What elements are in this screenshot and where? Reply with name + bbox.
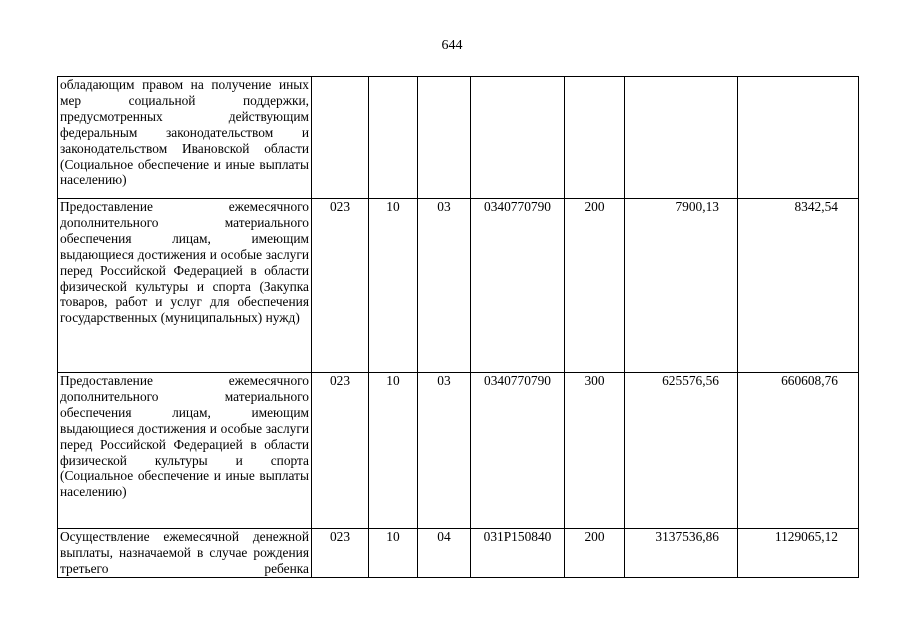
- sum-year2: 1129065,12: [738, 529, 859, 578]
- ministry-code: 023: [312, 199, 369, 373]
- ministry-code: 023: [312, 373, 369, 529]
- sum-year2: 8342,54: [738, 199, 859, 373]
- subsection-code: 04: [418, 529, 471, 578]
- budget-table: [57, 76, 859, 578]
- table-row: [58, 77, 859, 199]
- expense-type-code: 200: [565, 529, 625, 578]
- subsection-code: [418, 77, 471, 199]
- subsection-code: 03: [418, 199, 471, 373]
- sum-year2: [738, 77, 859, 199]
- sum-year1: 3137536,86: [625, 529, 738, 578]
- expense-type-code: 300: [565, 373, 625, 529]
- table-row: [58, 529, 859, 578]
- row-description: обладающим правом на получение иных мер социальной поддержки, предусмотренных действующим федеральным законодательством и законодательством Ивановской области (Социальное обеспечение и иные выплаты населению): [58, 77, 312, 199]
- ministry-code: [312, 77, 369, 199]
- page-number: 644: [441, 38, 463, 53]
- subsection-code: 03: [418, 373, 471, 529]
- expense-type-code: 200: [565, 199, 625, 373]
- row-description: Предоставление ежемесячного дополнительного материального обеспечения лицам, имеющим выдающиеся достижения и особые заслуги перед Российской Федерацией в области физической культуры и спорта (Закупка товаров, работ и услуг для обеспечения государственных (муниципальных) нужд): [58, 199, 312, 373]
- table-row: [58, 199, 859, 373]
- section-code: [369, 77, 418, 199]
- target-article-code: 0340770790: [471, 373, 565, 529]
- row-description: Осуществление ежемесячной денежной выплаты, назначаемой в случае рождения третьего ребенка: [58, 529, 312, 578]
- table-row: [58, 373, 859, 529]
- sum-year1: 625576,56: [625, 373, 738, 529]
- ministry-code: 023: [312, 529, 369, 578]
- sum-year1: [625, 77, 738, 199]
- sum-year2: 660608,76: [738, 373, 859, 529]
- section-code: 10: [369, 199, 418, 373]
- section-code: 10: [369, 529, 418, 578]
- row-description: Предоставление ежемесячного дополнительного материального обеспечения лицам, имеющим выдающиеся достижения и особые заслуги перед Российской Федерацией в области физической культуры и спорта (Социальное обеспечение и иные выплаты населению): [58, 373, 312, 529]
- expense-type-code: [565, 77, 625, 199]
- target-article-code: 031P150840: [471, 529, 565, 578]
- sum-year1: 7900,13: [625, 199, 738, 373]
- section-code: 10: [369, 373, 418, 529]
- target-article-code: [471, 77, 565, 199]
- target-article-code: 0340770790: [471, 199, 565, 373]
